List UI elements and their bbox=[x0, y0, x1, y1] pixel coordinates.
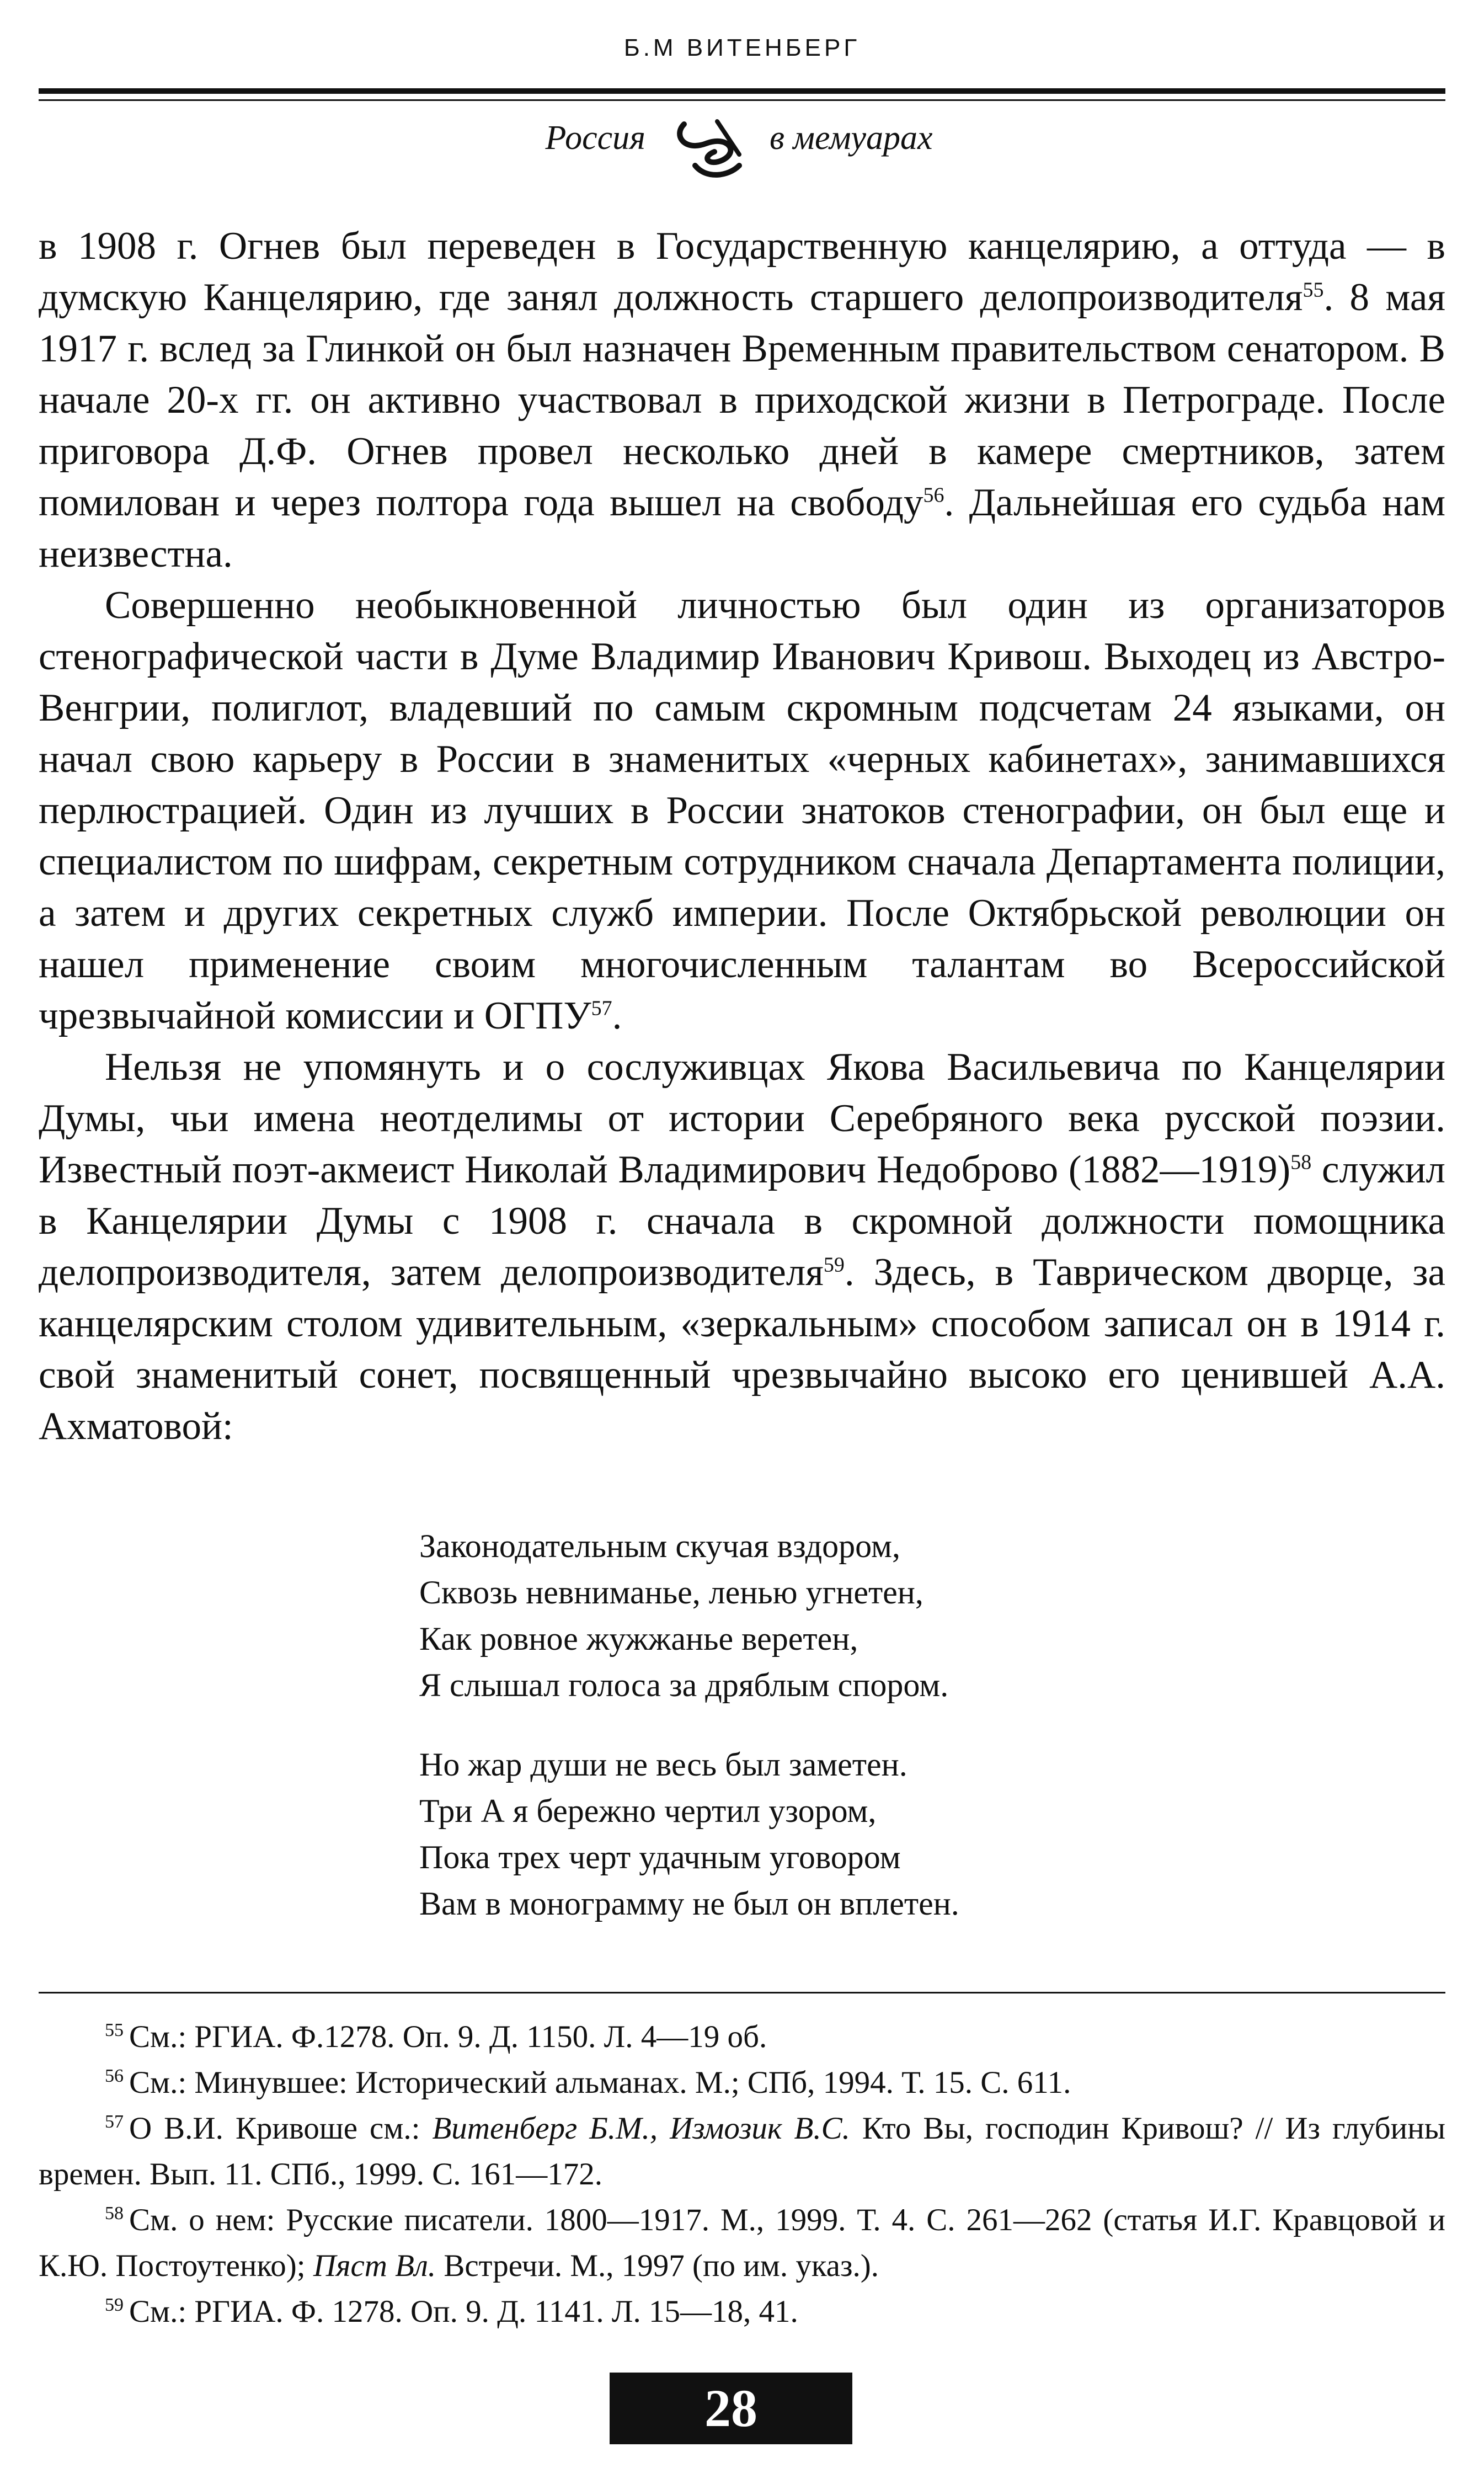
text-run: Совершенно необыкновенной личностью был один из организаторов стенографической части в Думе Владимир Иванович Кривош. Выходец из Австро-Венгрии, полиглот, владевший по самым скромным подсчетам 24 языками, он начал свою карьеру в России в знаменитых «черных кабинетах», занимавшихся перлюстрацией. Один из лучших в России знатоков стенографии, он был еще и специалистом по шифрам, секретным сотрудником сначала Департамента полиции, а затем и других секретных служб империи. После Октябрьской революции он нашел применение своим многочисленным талантам во Всероссийской чрезвычайной комиссии и ОГПУ bbox=[39, 584, 1445, 1037]
series-title-right: в мемуарах bbox=[770, 119, 933, 157]
poem-line: Но жар души не весь был заметен. bbox=[419, 1746, 908, 1783]
text-run: См.: Минувшее: Исторический альманах. М.; СПб, 1994. Т. 15. С. 611. bbox=[129, 2065, 1071, 2100]
text-run: . bbox=[612, 994, 622, 1037]
text-run: О В.И. Кривоше см.: bbox=[129, 2111, 433, 2146]
footnote-ref: 56 bbox=[923, 483, 944, 507]
poem-line: Я слышал голоса за дряблым спором. bbox=[419, 1667, 949, 1703]
text-run: . Здесь, в Таврическом дворце, за канцелярским столом удивительным, «зеркальным» способом записал он в 1914 г. свой знаменитый сонет, посвященный чрезвычайно высоко его ценившей А.А. Ахматовой: bbox=[39, 1251, 1445, 1448]
text-run: Встречи. М., 1997 (по им. указ.). bbox=[436, 2248, 879, 2283]
text-run: в 1908 г. Огнев был переведен в Государственную канцелярию, а оттуда — в думскую Канцелярию, где занял должность старшего делопроизводителя bbox=[39, 225, 1445, 319]
footnotes bbox=[39, 2014, 1445, 2334]
footnote-number: 59 bbox=[105, 2295, 124, 2315]
footnote-number: 58 bbox=[105, 2203, 124, 2224]
sonnet bbox=[419, 1523, 959, 1960]
running-header-author: Б.М ВИТЕНБЕРГ bbox=[623, 34, 861, 61]
paragraph bbox=[39, 580, 1445, 1042]
text-run: . Дальнейшая его судьба нам неизвестна. bbox=[39, 481, 1445, 575]
footnote-separator bbox=[39, 1992, 1445, 1993]
text-run: См.: РГИА. Ф. 1278. Оп. 9. Д. 1141. Л. 15—18, 41. bbox=[129, 2294, 798, 2329]
footnote bbox=[39, 2197, 1445, 2289]
series-ornament-icon bbox=[662, 113, 772, 179]
text-run: служил в Канцелярии Думы с 1908 г. сначала в скромной должности помощника делопроизводителя, затем делопроизводителя bbox=[39, 1148, 1445, 1294]
footnote bbox=[39, 2289, 1445, 2334]
poem-line: Пока трех черт удачным уговором bbox=[419, 1839, 901, 1875]
footnote-ref: 58 bbox=[1290, 1150, 1312, 1174]
text-run: Кто Вы, господин Кривош? // Из глубины времен. Вып. 11. СПб., 1999. С. 161—172. bbox=[39, 2111, 1445, 2192]
poem-line: Как ровное жужжанье веретен, bbox=[419, 1621, 858, 1657]
italic-citation: Витенберг Б.М., Измозик В.С. bbox=[432, 2111, 850, 2146]
poem-stanza bbox=[419, 1523, 959, 1708]
poem-stanza bbox=[419, 1741, 959, 1927]
series-title-left: Россия bbox=[545, 119, 645, 157]
poem-line: Сквозь невниманье, ленью угнетен, bbox=[419, 1574, 924, 1611]
footnote-ref: 57 bbox=[591, 996, 612, 1020]
poem-line: Вам в монограмму не был он вплетен. bbox=[419, 1885, 959, 1922]
text-run: См.: РГИА. Ф.1278. Оп. 9. Д. 1150. Л. 4—19 об. bbox=[129, 2019, 767, 2054]
text-run: Нельзя не упомянуть и о сослуживцах Якова Васильевича по Канцелярии Думы, чьи имена неотделимы от истории Серебряного века русской поэзии. Известный поэт-акмеист Николай Владимирович Недоброво (1882—1919) bbox=[39, 1046, 1445, 1191]
footnote-number: 56 bbox=[105, 2066, 124, 2086]
page-number: 28 bbox=[610, 2373, 852, 2444]
poem-line: Три А я бережно чертил узором, bbox=[419, 1793, 877, 1829]
footnote-ref: 55 bbox=[1302, 278, 1324, 302]
series-title bbox=[0, 113, 1484, 179]
paragraph bbox=[39, 221, 1445, 580]
footnote-number: 55 bbox=[105, 2020, 124, 2040]
text-run: . 8 мая 1917 г. вслед за Глинкой он был назначен Временным правительством сенатором. В начале 20-х гг. он активно участвовал в приходской жизни в Петрограде. После приговора Д.Ф. Огнев провел несколько дней в камере смертников, затем помилован и через полтора года вышел на свободу bbox=[39, 276, 1445, 524]
footnote bbox=[39, 2105, 1445, 2197]
italic-citation: Пяст Вл. bbox=[313, 2248, 436, 2283]
text-run: См. о нем: Русские писатели. 1800—1917. М., 1999. Т. 4. С. 261—262 (статья И.Г. Кравцовой и К.Ю. Постоутенко); bbox=[39, 2203, 1445, 2283]
paragraph bbox=[39, 1042, 1445, 1452]
header-rule-thick bbox=[39, 88, 1445, 94]
header-rule-thin bbox=[39, 99, 1445, 101]
poem-line: Законодательным скучая вздором, bbox=[419, 1528, 900, 1564]
body-text bbox=[39, 221, 1445, 1452]
footnote-number: 57 bbox=[105, 2112, 124, 2132]
footnote-ref: 59 bbox=[823, 1253, 845, 1277]
footnote bbox=[39, 2060, 1445, 2105]
footnote bbox=[39, 2014, 1445, 2060]
